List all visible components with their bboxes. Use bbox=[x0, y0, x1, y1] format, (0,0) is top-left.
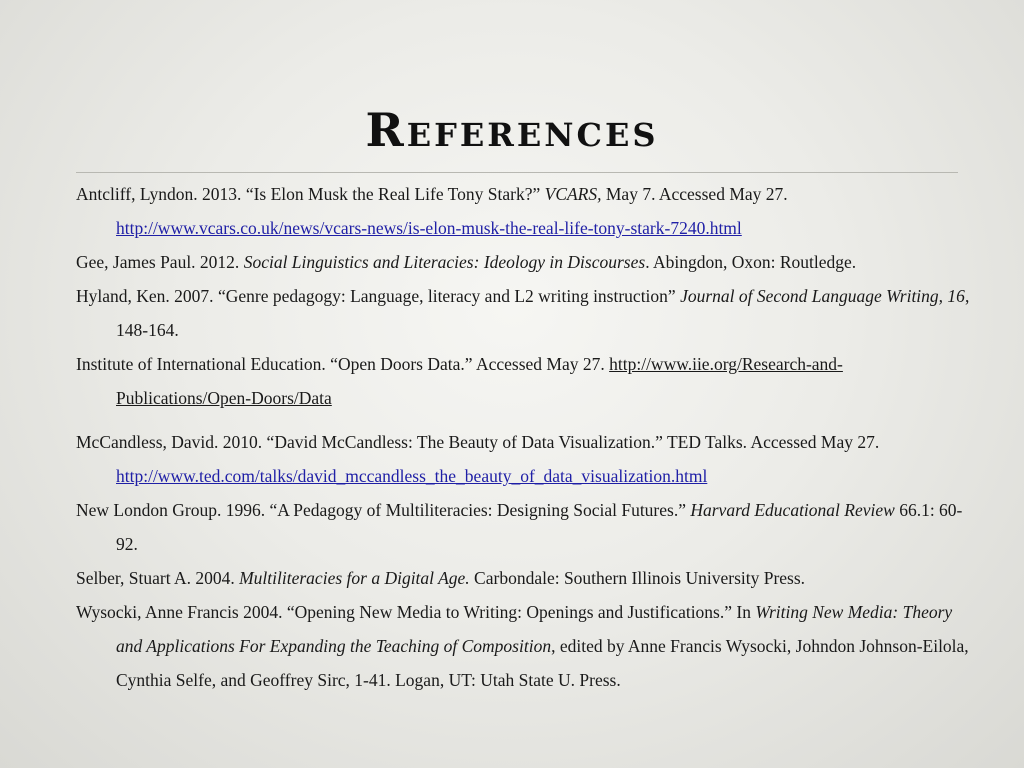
ref-title: “A Pedagogy of Multiliteracies: Designing Social Futures.” bbox=[269, 500, 691, 520]
ref-author: McCandless, David. 2010. bbox=[76, 432, 267, 452]
ref-title: “Genre pedagogy: Language, literacy and L2 writing instruction” bbox=[217, 286, 681, 306]
ref-title: “Opening New Media to Writing: Openings and Justifications.” In bbox=[286, 602, 756, 622]
ref-source: Writing New Media: Theory and Applications For Expanding the Teaching of Composition bbox=[116, 602, 953, 656]
reference-hyland bbox=[76, 279, 971, 347]
ref-author: Hyland, Ken. 2007. bbox=[76, 286, 218, 306]
ref-author: Wysocki, Anne Francis 2004. bbox=[76, 602, 287, 622]
reference-iie bbox=[76, 347, 971, 415]
title-divider bbox=[76, 172, 958, 173]
ref-author: Selber, Stuart A. 2004. bbox=[76, 568, 240, 588]
reference-mccandless bbox=[76, 425, 971, 493]
ref-author: New London Group. 1996. bbox=[76, 500, 270, 520]
reference-antcliff bbox=[76, 177, 971, 245]
ref-link[interactable]: http://www.ted.com/talks/david_mccandless_the_beauty_of_data_visualization.html bbox=[116, 466, 708, 486]
ref-author: Gee, James Paul. 2012. bbox=[76, 252, 244, 272]
ref-details: , 148-164. bbox=[116, 286, 970, 340]
reference-gee bbox=[76, 245, 971, 279]
ref-source: VCARS, bbox=[544, 184, 602, 204]
ref-title: “Open Doors Data.” bbox=[330, 354, 476, 374]
ref-details: Carbondale: Southern Illinois University Press. bbox=[469, 568, 806, 588]
ref-details: Accessed May 27. bbox=[475, 354, 610, 374]
ref-details: 66.1: 60-92. bbox=[116, 500, 963, 554]
reference-new-london-group bbox=[76, 493, 971, 561]
ref-title: Multiliteracies for a Digital Age. bbox=[239, 568, 470, 588]
ref-author: Institute of International Education. bbox=[76, 354, 331, 374]
reference-selber bbox=[76, 561, 971, 595]
ref-title: “Is Elon Musk the Real Life Tony Stark?” bbox=[245, 184, 545, 204]
ref-details: May 7. Accessed May 27. bbox=[601, 184, 788, 204]
ref-details: . Abingdon, Oxon: Routledge. bbox=[645, 252, 857, 272]
ref-author: Antcliff, Lyndon. 2013. bbox=[76, 184, 246, 204]
ref-details: , edited by Anne Francis Wysocki, Johndon Johnson-Eilola, Cynthia Selfe, and Geoffrey Sirc, 1-41. Logan, UT: Utah State U. Press. bbox=[116, 636, 969, 690]
ref-source: Journal of Second Language Writing, 16 bbox=[680, 286, 965, 306]
ref-details: TED Talks. Accessed May 27. bbox=[666, 432, 880, 452]
page-title: References bbox=[365, 103, 659, 157]
ref-title: Social Linguistics and Literacies: Ideology in Discourses bbox=[243, 252, 646, 272]
ref-link[interactable]: http://www.vcars.co.uk/news/vcars-news/is-elon-musk-the-real-life-tony-stark-7240.html bbox=[116, 218, 742, 238]
reference-list bbox=[76, 177, 971, 697]
reference-wysocki bbox=[76, 595, 971, 697]
ref-source: Harvard Educational Review bbox=[690, 500, 895, 520]
ref-link[interactable]: http://www.iie.org/Research-and-Publications/Open-Doors/Data bbox=[116, 354, 843, 408]
ref-title: “David McCandless: The Beauty of Data Visualization.” bbox=[266, 432, 667, 452]
